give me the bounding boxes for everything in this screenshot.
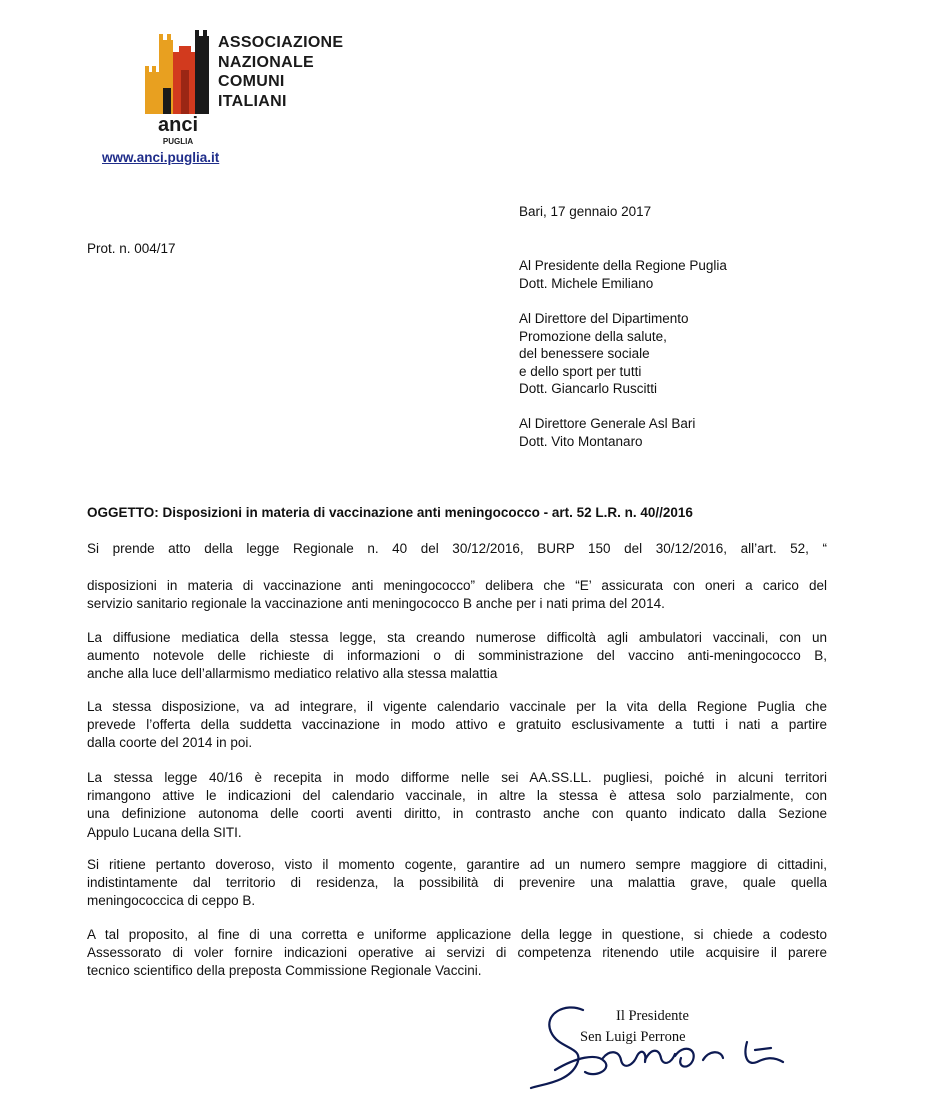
letter-date: Bari, 17 gennaio 2017 [519,204,652,219]
recipient-line: Dott. Giancarlo Ruscitti [519,381,658,397]
paragraph-line: Assessorato di voler fornire indicazioni operative ai servizi di competenza ritenendo utile acquisire il parere [87,945,827,961]
signatory-name: Sen Luigi Perrone [580,1029,686,1045]
paragraph-line: disposizioni in materia di vaccinazione anti meningococco” delibera che “E’ assicurata con oneri a carico del [87,578,827,593]
recipient-line: Dott. Michele Emiliano [519,275,654,291]
body-paragraph [87,577,827,613]
paragraph-line: Si prende atto della legge Regionale n. 40 del 30/12/2016, BURP 150 del 30/12/2016, all’art. 52, “ [87,541,827,556]
subject-text: : Disposizioni in materia di vaccinazione anti meningococco - art. 52 L.R. n. 40//2016 [154,505,693,520]
body-paragraph [87,540,827,558]
paragraph-line: una definizione autonoma delle coorti aventi diritto, in contrasto anche con quanto indicato dalla Sezione [87,806,827,822]
recipient-block [519,257,727,292]
recipient-line: e dello sport per tutti [519,363,642,379]
paragraph-line: indistintamente dal territorio di residenza, la possibilità di prevenire una malattia grave, quale quella [87,875,827,891]
subject-line [87,505,693,520]
paragraph-line: tecnico scientifico della preposta Commissione Regionale Vaccini. [87,963,482,979]
handwritten-signature [525,1000,795,1095]
body-paragraph [87,698,827,753]
body-paragraph [87,629,827,684]
recipient-line: Promozione della salute, [519,328,667,344]
org-line: ITALIANI [218,92,287,110]
paragraph-line: A tal proposito, al fine di una corretta e uniforme applicazione della legge in questione, si chiede a codesto [87,927,827,942]
recipient-line: Al Direttore Generale Asl Bari [519,416,696,431]
body-paragraph [87,926,827,981]
org-line: COMUNI [218,73,285,90]
paragraph-line: La stessa legge 40/16 è recepita in modo difforme nelle sei AA.SS.LL. pugliesi, poiché in alcuni territori [87,770,827,785]
anci-puglia-logo [143,30,215,148]
signatory-title: Il Presidente [616,1008,689,1024]
paragraph-line: La stessa disposizione, va ad integrare, il vigente calendario vaccinale per la vita della Regione Puglia che [87,699,827,714]
recipient-line: Dott. Vito Montanaro [519,433,643,449]
paragraph-line: prevede l’offerta della suddetta vaccinazione in modo attivo e gratuito esclusivamente a tutti i nati a partire [87,717,827,733]
subject-label: OGGETTO [87,505,155,520]
recipient-block [519,310,689,398]
paragraph-line: Appulo Lucana della SITI. [87,824,242,840]
paragraph-line: servizio sanitario regionale la vaccinazione anti meningococco B anche per i nati prima del 2014. [87,596,665,612]
recipient-line: del benessere sociale [519,346,650,362]
org-line: NAZIONALE [218,53,315,71]
body-paragraph [87,856,827,911]
paragraph-line: rimangono attive le indicazioni del calendario vaccinale, in altre la stessa è attesa solo parzialmente, con [87,788,827,804]
logo-region: PUGLIA [162,137,194,146]
paragraph-line: dalla coorte del 2014 in poi. [87,735,253,751]
org-line: ASSOCIAZIONE [218,34,344,51]
paragraph-line: anche alla luce dell’allarmismo mediatico relativo alla stessa malattia [87,666,498,682]
paragraph-line: Si ritiene pertanto doveroso, visto il momento cogente, garantire ad un numero sempre maggiore di cittadini, [87,857,827,872]
recipient-line: Al Presidente della Regione Puglia [519,258,727,273]
recipient-block [519,415,695,450]
body-paragraph [87,769,827,842]
paragraph-line: La diffusione mediatica della stessa legge, sta creando numerose difficoltà agli ambulatori vaccinali, con un [87,630,827,645]
logo-wordmark: anci [157,114,199,136]
organization-name [218,33,343,111]
website-link[interactable]: www.anci.puglia.it [102,150,220,165]
recipient-line: Al Direttore del Dipartimento [519,311,689,326]
protocol-number: Prot. n. 004/17 [87,241,176,256]
paragraph-line: aumento notevole delle richieste di informazioni o di somministrazione del vaccino anti-meningococco B, [87,648,827,664]
paragraph-line: meningococcica di ceppo B. [87,893,256,909]
